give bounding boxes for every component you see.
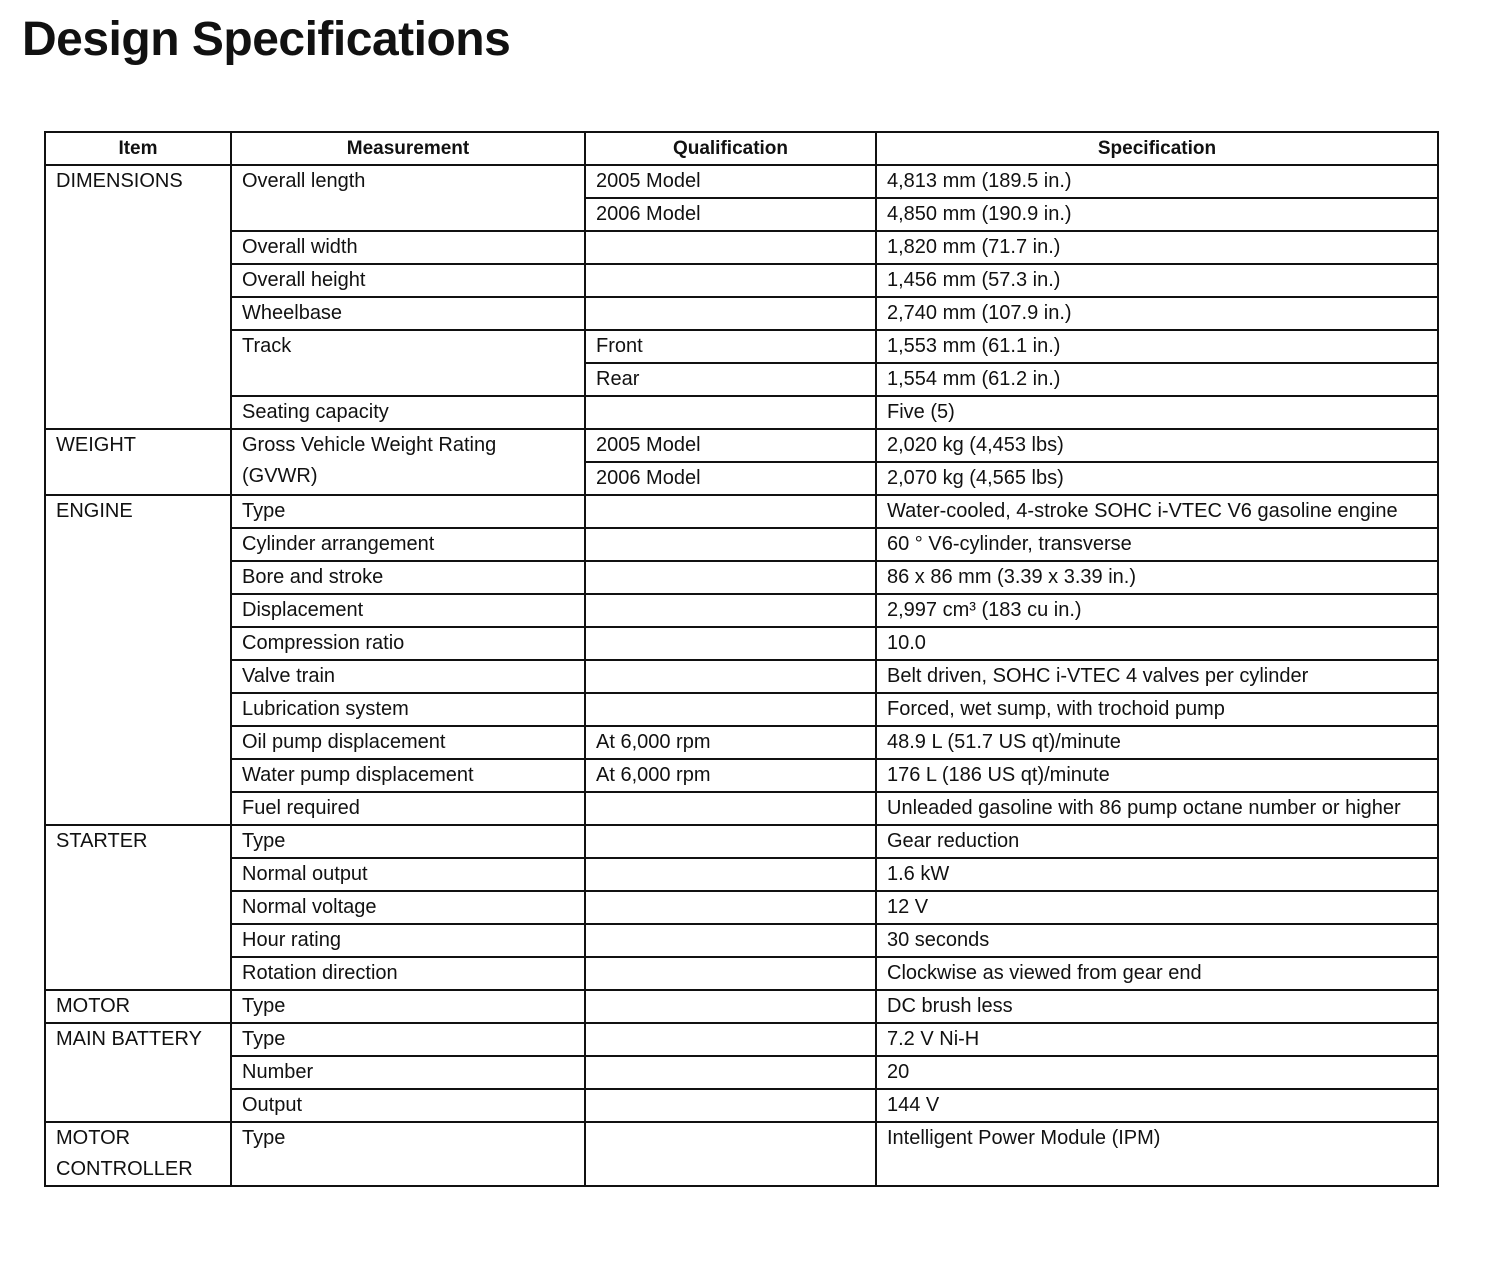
item-cell: ENGINE — [45, 495, 231, 825]
item-cell: DIMENSIONS — [45, 165, 231, 429]
qualification-cell — [585, 1089, 876, 1122]
item-cell: WEIGHT — [45, 429, 231, 495]
measurement-cell: Overall height — [231, 264, 585, 297]
specifications-table — [44, 131, 1439, 1187]
qualification-cell — [585, 297, 876, 330]
qualification-cell — [585, 561, 876, 594]
measurement-cell: Hour rating — [231, 924, 585, 957]
measurement-cell: Output — [231, 1089, 585, 1122]
specification-cell: 2,020 kg (4,453 lbs) — [876, 429, 1438, 462]
measurement-cell: Water pump displacement — [231, 759, 585, 792]
measurement-cell: Displacement — [231, 594, 585, 627]
measurement-cell: Valve train — [231, 660, 585, 693]
table-row — [45, 528, 1438, 561]
qualification-cell — [585, 594, 876, 627]
specification-cell: Clockwise as viewed from gear end — [876, 957, 1438, 990]
table-row — [45, 297, 1438, 330]
qualification-cell: 2006 Model — [585, 462, 876, 495]
table-row — [45, 825, 1438, 858]
specification-cell: Gear reduction — [876, 825, 1438, 858]
measurement-cell: Type — [231, 825, 585, 858]
table-row — [45, 660, 1438, 693]
table-row — [45, 594, 1438, 627]
table-row — [45, 957, 1438, 990]
measurement-cell: Overall width — [231, 231, 585, 264]
table-row — [45, 627, 1438, 660]
item-cell: MAIN BATTERY — [45, 1023, 231, 1122]
table-row — [45, 231, 1438, 264]
measurement-cell: Lubrication system — [231, 693, 585, 726]
specification-cell: 60 ° V6-cylinder, transverse — [876, 528, 1438, 561]
specification-cell: 2,997 cm³ (183 cu in.) — [876, 594, 1438, 627]
table-row — [45, 990, 1438, 1023]
qualification-cell — [585, 957, 876, 990]
qualification-cell — [585, 660, 876, 693]
table-row — [45, 924, 1438, 957]
specification-cell: 1.6 kW — [876, 858, 1438, 891]
measurement-cell: Type — [231, 990, 585, 1023]
specification-cell: 48.9 L (51.7 US qt)/minute — [876, 726, 1438, 759]
specification-cell: Forced, wet sump, with trochoid pump — [876, 693, 1438, 726]
qualification-cell: At 6,000 rpm — [585, 726, 876, 759]
qualification-cell — [585, 495, 876, 528]
column-header-measurement: Measurement — [231, 132, 585, 165]
specification-cell: 7.2 V Ni-H — [876, 1023, 1438, 1056]
measurement-cell: Overall length — [231, 165, 585, 231]
table-row — [45, 858, 1438, 891]
qualification-cell — [585, 231, 876, 264]
specification-cell: Five (5) — [876, 396, 1438, 429]
specification-cell: 10.0 — [876, 627, 1438, 660]
table-row — [45, 1056, 1438, 1089]
measurement-cell: Type — [231, 1023, 585, 1056]
qualification-cell — [585, 990, 876, 1023]
qualification-cell — [585, 924, 876, 957]
specification-cell: Belt driven, SOHC i-VTEC 4 valves per cylinder — [876, 660, 1438, 693]
qualification-cell: At 6,000 rpm — [585, 759, 876, 792]
table-row — [45, 429, 1438, 462]
specification-cell: 4,813 mm (189.5 in.) — [876, 165, 1438, 198]
qualification-cell — [585, 1023, 876, 1056]
specification-cell: 1,820 mm (71.7 in.) — [876, 231, 1438, 264]
qualification-cell — [585, 858, 876, 891]
table-row — [45, 792, 1438, 825]
measurement-cell: Gross Vehicle Weight Rating (GVWR) — [231, 429, 585, 495]
specification-cell: 1,554 mm (61.2 in.) — [876, 363, 1438, 396]
measurement-cell: Wheelbase — [231, 297, 585, 330]
measurement-cell: Seating capacity — [231, 396, 585, 429]
table-row — [45, 891, 1438, 924]
measurement-cell: Normal output — [231, 858, 585, 891]
qualification-cell: 2006 Model — [585, 198, 876, 231]
measurement-cell: Type — [231, 1122, 585, 1186]
qualification-cell: Rear — [585, 363, 876, 396]
measurement-cell: Bore and stroke — [231, 561, 585, 594]
measurement-cell: Cylinder arrangement — [231, 528, 585, 561]
qualification-cell — [585, 825, 876, 858]
specification-cell: 86 x 86 mm (3.39 x 3.39 in.) — [876, 561, 1438, 594]
qualification-cell: 2005 Model — [585, 165, 876, 198]
table-row — [45, 1122, 1438, 1186]
measurement-cell: Rotation direction — [231, 957, 585, 990]
measurement-cell: Track — [231, 330, 585, 396]
specification-cell: Unleaded gasoline with 86 pump octane number or higher — [876, 792, 1438, 825]
item-cell: MOTOR — [45, 990, 231, 1023]
qualification-cell — [585, 1056, 876, 1089]
measurement-cell: Number — [231, 1056, 585, 1089]
table-row — [45, 726, 1438, 759]
column-header-item: Item — [45, 132, 231, 165]
qualification-cell — [585, 1122, 876, 1186]
column-header-specification: Specification — [876, 132, 1438, 165]
qualification-cell — [585, 891, 876, 924]
specification-cell: 2,740 mm (107.9 in.) — [876, 297, 1438, 330]
specification-cell: 4,850 mm (190.9 in.) — [876, 198, 1438, 231]
qualification-cell — [585, 693, 876, 726]
specification-cell: 1,456 mm (57.3 in.) — [876, 264, 1438, 297]
qualification-cell: Front — [585, 330, 876, 363]
qualification-cell — [585, 396, 876, 429]
qualification-cell: 2005 Model — [585, 429, 876, 462]
column-header-qualification: Qualification — [585, 132, 876, 165]
table-row — [45, 330, 1438, 363]
specification-cell: 176 L (186 US qt)/minute — [876, 759, 1438, 792]
specification-cell: Water-cooled, 4-stroke SOHC i-VTEC V6 gasoline engine — [876, 495, 1438, 528]
qualification-cell — [585, 627, 876, 660]
table-row — [45, 165, 1438, 198]
specification-cell: 1,553 mm (61.1 in.) — [876, 330, 1438, 363]
table-row — [45, 396, 1438, 429]
table-row — [45, 495, 1438, 528]
measurement-cell: Normal voltage — [231, 891, 585, 924]
measurement-cell: Fuel required — [231, 792, 585, 825]
specification-cell: DC brush less — [876, 990, 1438, 1023]
table-row — [45, 1023, 1438, 1056]
table-row — [45, 1089, 1438, 1122]
item-cell: MOTOR CONTROLLER — [45, 1122, 231, 1186]
table-row — [45, 759, 1438, 792]
qualification-cell — [585, 264, 876, 297]
qualification-cell — [585, 792, 876, 825]
table-row — [45, 693, 1438, 726]
measurement-cell: Compression ratio — [231, 627, 585, 660]
specification-cell: 144 V — [876, 1089, 1438, 1122]
qualification-cell — [585, 528, 876, 561]
measurement-cell: Oil pump displacement — [231, 726, 585, 759]
specification-cell: 20 — [876, 1056, 1438, 1089]
specification-cell: 12 V — [876, 891, 1438, 924]
page-title: Design Specifications — [22, 13, 511, 66]
table-row — [45, 561, 1438, 594]
item-cell: STARTER — [45, 825, 231, 990]
specification-cell: Intelligent Power Module (IPM) — [876, 1122, 1438, 1186]
specification-cell: 2,070 kg (4,565 lbs) — [876, 462, 1438, 495]
table-row — [45, 264, 1438, 297]
specification-cell: 30 seconds — [876, 924, 1438, 957]
header-row — [45, 132, 1438, 165]
measurement-cell: Type — [231, 495, 585, 528]
